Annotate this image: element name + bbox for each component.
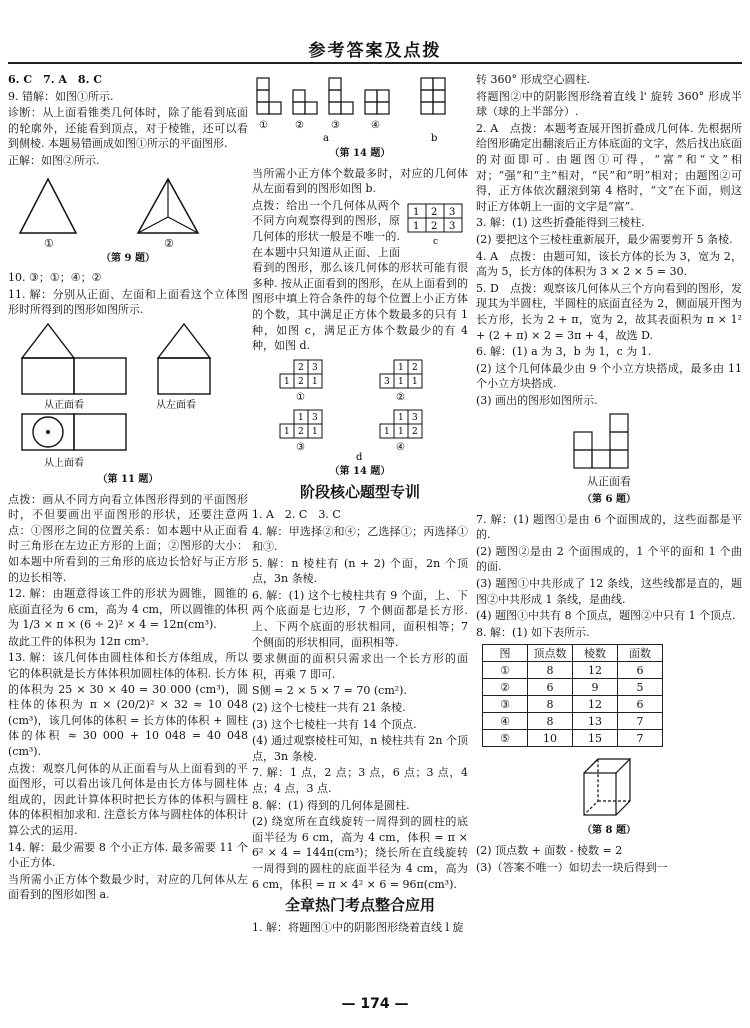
svg-text:1: 1 <box>284 426 290 437</box>
chapter-6b: (2) 这个几何体最少由 9 个小立方块搭成，最多由 11 个小立方块搭成. <box>476 361 742 391</box>
fig14a-label-4: ④ <box>371 120 380 131</box>
svg-text:1: 1 <box>413 206 420 218</box>
core-6b: 要求侧面的面积只需求出一个长方形的面积，再乘 7 即可. <box>252 652 468 681</box>
caption-6: （第 6 题） <box>582 494 636 506</box>
chapter-1: 1. 解：将题图①中的阴影图形绕着直线 l 旋 <box>252 920 464 934</box>
answer-12-conclusion: 故此工件的体积为 12π cm³. <box>8 634 149 648</box>
core-8: 8. 解：(1) 得到的几何体是圆柱. <box>252 798 410 812</box>
core-5: 5. 解：n 棱柱有 (n + 2) 个面，2n 个顶点，3n 条棱. <box>252 556 468 586</box>
svg-text:3: 3 <box>384 376 390 387</box>
svg-text:1: 1 <box>412 376 418 387</box>
core-8b: (2) 绕宽所在直线旋转一周得到的圆柱的底面半径为 6 cm，高为 4 cm，体积 = π × 6² × 4 = 144π(cm³)；绕长所在直线旋转一周得到的圆柱的底面半径为 4 cm，高为 6 cm，体积 = π × 4² × 6 = 96π(cm³). <box>252 815 468 891</box>
answer-14-min: 当所需小正方体个数最少时，对应的几何体从左面看到的图形如图 a. <box>8 872 248 902</box>
caption-9: （第 9 题） <box>101 252 155 264</box>
svg-text:3: 3 <box>449 206 456 218</box>
core-6f: (4) 通过观察棱柱可知，n 棱柱共有 2n 个顶点，3n 条棱. <box>252 734 468 763</box>
triangle-1 <box>20 179 76 233</box>
figure-11-views <box>18 320 238 470</box>
svg-text:②: ② <box>396 391 405 403</box>
page-number: — 174 — <box>341 996 409 1012</box>
answer-14: 14. 解：最少需要 8 个小正方体. 最多需要 11 个小正方体. <box>8 840 248 870</box>
fig14-d: d <box>356 451 363 462</box>
svg-text:3: 3 <box>412 412 418 423</box>
answer-11: 11. 解：分别从正面、左面和上面看这个立体图形时所得到的图形如图所示. <box>8 287 248 317</box>
column-2 <box>252 72 468 936</box>
svg-text:3: 3 <box>449 220 456 232</box>
column-1 <box>8 72 248 904</box>
table-row: ④ 8 13 7 <box>483 713 663 730</box>
figure-9-triangles <box>18 171 238 249</box>
figure-14-ab <box>253 74 467 144</box>
svg-text:2: 2 <box>298 376 304 387</box>
fig14a-label-3: ③ <box>331 120 340 131</box>
header-rule <box>8 62 742 64</box>
core-6: 6. 解：(1) 这个七棱柱共有 9 个面，上、下两个底面是七边形，7 个侧面都是长方形. 上、下两个底面的形状相同，面积相等；7 个侧面的形状相同，面积相等. <box>252 588 468 649</box>
answer-14-max: 当所需小正方体个数最多时，对应的几何体从左面看到的图形如图 b. <box>252 166 468 196</box>
svg-text:1: 1 <box>384 426 390 437</box>
fig14a-label-2: ② <box>295 120 304 131</box>
chapter-1-cont-b: 将题图②中的阴影图形绕着直线 l' 旋转 360° 形成半球（球的上半部分）. <box>476 89 742 119</box>
answer-11-note: 点拨：画从不同方向看立体图形得到的平面图形时，不但要画出平面图形的形状，还要注意两点：①图形之间的位置关系：如本题中从正面看时三角形在左边正方形的上面；②图形的大小：如本题中所看到的三角形的底边长恰好与正方形的边长相等. <box>8 492 248 584</box>
core-7: 7. 解：1 点，2 点；3 点，6 点；3 点，4 点；4 点，3 点. <box>252 766 468 795</box>
chapter-8b: (2) 顶点数 + 面数 - 棱数 = 2 <box>476 844 623 857</box>
figure-8-prism <box>554 751 664 821</box>
core-4: 4. 解：甲选择②和④；乙选择①；丙选择①和③. <box>252 524 468 554</box>
svg-text:2: 2 <box>412 426 418 437</box>
fig14-b: b <box>431 133 438 144</box>
chapter-1-cont: 转 360° 形成空心圆柱. <box>476 73 590 86</box>
table-row: ① 8 12 6 <box>483 662 663 679</box>
svg-text:1: 1 <box>312 376 318 387</box>
svg-text:3: 3 <box>312 362 318 373</box>
chapter-3b: (2) 要把这个三棱柱重新展开，最少需要剪开 5 条棱. <box>476 232 733 246</box>
chapter-7c: (3) 题图①中共形成了 12 条线，这些线都是直的，题图②中共形成 1 条线，是曲线. <box>476 577 742 606</box>
chapter-3: 3. 解：(1) 这些折叠能得到三棱柱. <box>476 216 645 230</box>
caption-14d: （第 14 题） <box>329 465 391 477</box>
svg-text:④: ④ <box>396 441 405 453</box>
chapter-8c: (3)（答案不唯一）如切去一块后得到一 <box>476 860 668 874</box>
svg-text:2: 2 <box>412 362 418 373</box>
answer-10: 10. ③；①；④；② <box>8 271 102 285</box>
answers-6-8: 6. C 7. A 8. C <box>8 73 102 86</box>
section-title-chapter: 全章热门考点整合应用 <box>284 896 435 915</box>
table-8 <box>482 644 663 747</box>
chapter-8: 8. 解：(1) 如下表所示. <box>476 625 590 639</box>
answer-9-diagnosis: 诊断：从上面看锥类几何体时，除了能看到底面的轮廓外，还能看到顶点，对于棱锥，还可以看到侧棱. 本题易错画成如图①所示的平面图形. <box>8 106 248 151</box>
chapter-6c: (3) 画出的图形如图所示. <box>476 393 598 407</box>
fig14-c: c <box>433 236 439 247</box>
svg-text:①: ① <box>296 391 305 403</box>
figure-14-d <box>260 356 460 462</box>
chapter-7b: (2) 题图②是由 2 个面围成的，1 个平的面和 1 个曲的面. <box>476 544 742 574</box>
header-title: 参考答案及点拨 <box>308 41 442 61</box>
view-front-label: 从正面看 <box>44 399 84 411</box>
table-row: ③ 8 12 6 <box>483 696 663 713</box>
chapter-7: 7. 解：(1) 题图①是由 6 个面围成的，这些面都是平的. <box>476 512 742 542</box>
chapter-5: 5. D 点拨：观察该几何体从三个方向看到的图形，发现其为半圆柱，半圆柱的底面直径为 2，侧面展开图为长方形，长为 2 + π，宽为 2，故其表面积为 π × 1² + (2 + π) × 2 = 3π + 4，故选 D. <box>476 281 742 342</box>
answer-9-correct: 正解：如图②所示. <box>8 153 100 167</box>
svg-text:1: 1 <box>413 220 420 232</box>
table-row: ⑤ 10 15 7 <box>483 730 663 747</box>
svg-text:2: 2 <box>298 426 304 437</box>
figure-6-label: 从正面看 <box>587 475 631 489</box>
figure-6-front-view <box>564 410 654 472</box>
svg-text:3: 3 <box>312 412 318 423</box>
page-header <box>0 0 750 68</box>
svg-text:1: 1 <box>284 376 290 387</box>
figure-14-c <box>404 200 468 252</box>
fig9-label-1: ① <box>44 236 54 249</box>
caption-8: （第 8 题） <box>582 825 636 837</box>
section-title-core: 阶段核心题型专训 <box>299 483 420 502</box>
chapter-4: 4. A 点拨：由题可知，该长方体的长为 3，宽为 2，高为 5，长方体的体积为 3 × 2 × 5 = 30. <box>476 249 742 279</box>
svg-text:1: 1 <box>298 412 304 423</box>
svg-text:2: 2 <box>431 206 438 218</box>
fig14-a: a <box>323 133 329 144</box>
answer-13-note: 点拨：观察几何体的从正面看与从上面看到的平面图形，可以看出该几何体是由长方体与圆柱体组成的，因此计算体积时把长方体的体积与圆柱体的体积相加求和. 注意长方体与圆柱体的体积计算公式的运用. <box>8 761 248 837</box>
svg-text:1: 1 <box>398 412 404 423</box>
answer-14-note: 点拨：给出一个几何体从两个不同方向观察得到的图形，原几何体的形状一般是不唯一的. 在本题中只知道从正面、上面看到的图形，那么该几何体的形状可能有很多种. 按从正面看到的图形，在从上面看到的图形中填上符合条件的每个位置上小正方体的个数，其中满足正方体个数最多的只有 1 种，如图 c，满足正方体个数最少的有 4 种，如图 d. <box>252 198 468 353</box>
svg-text:1: 1 <box>398 426 404 437</box>
table-row: ② 6 9 5 <box>483 679 663 696</box>
svg-text:2: 2 <box>431 220 438 232</box>
svg-text:③: ③ <box>296 441 305 453</box>
svg-text:2: 2 <box>298 362 304 373</box>
view-left-label: 从左面看 <box>156 399 196 411</box>
chapter-6: 6. 解：(1) a 为 3，b 为 1，c 为 1. <box>476 345 652 359</box>
core-6d: (2) 这个七棱柱一共有 21 条棱. <box>252 701 406 715</box>
fig14a-label-1: ① <box>259 120 268 131</box>
chapter-7d: (4) 题图①中共有 8 个顶点，题图②中只有 1 个顶点. <box>476 609 736 623</box>
view-top-label: 从上面看 <box>44 457 84 469</box>
column-3 <box>476 72 742 876</box>
core-6e: (3) 这个七棱柱一共有 14 个顶点. <box>252 717 417 731</box>
core-6c: S侧 = 2 × 5 × 7 = 70 (cm²). <box>252 684 407 698</box>
svg-text:1: 1 <box>398 376 404 387</box>
answer-13: 13. 解：该几何体由圆柱体和长方体组成，所以它的体积就是长方体体积加圆柱体的体积. 长方体的体积为 25 × 30 × 40 = 30 000 (cm³)，圆柱体的体积为 π × (20/2)² × 32 ≈ 10 048 (cm³)，该几何体的体积 = 长方体的体积 + 圆柱体的体积 ≈ 30 000 + 10 048 = 40 048 (cm³). <box>8 651 248 759</box>
fig9-label-2: ② <box>164 236 174 249</box>
caption-11: （第 11 题） <box>97 473 159 485</box>
answer-12: 12. 解：由题意得该工件的形状为圆锥，圆锥的底面直径为 6 cm，高为 4 cm，所以圆锥的体积为 1/3 × π × (6 ÷ 2)² × 4 = 12π(cm³). <box>8 587 248 632</box>
table-header-row: 图 顶点数 棱数 面数 <box>483 645 663 662</box>
core-1-3: 1. A 2. C 3. C <box>252 507 341 521</box>
svg-text:1: 1 <box>398 362 404 373</box>
caption-14a: （第 14 题） <box>329 148 391 159</box>
answer-9-wrong: 9. 错解：如图①所示. <box>8 89 114 103</box>
chapter-2: 2. A 点拨：本题考查展开图折叠成几何体. 先根据所给图形确定出翻滚后正方体底面的文字，然后找出底面的对面即可. 由题图①可得，“富”和“文”相对；“强”和“主”相对，“民”和“明”相对；由题图②可得，正方体依次翻滚到第 4 格时，“文”在下面，则这时正方体朝上一面的文字是“富”. <box>476 121 742 213</box>
svg-text:1: 1 <box>312 426 318 437</box>
